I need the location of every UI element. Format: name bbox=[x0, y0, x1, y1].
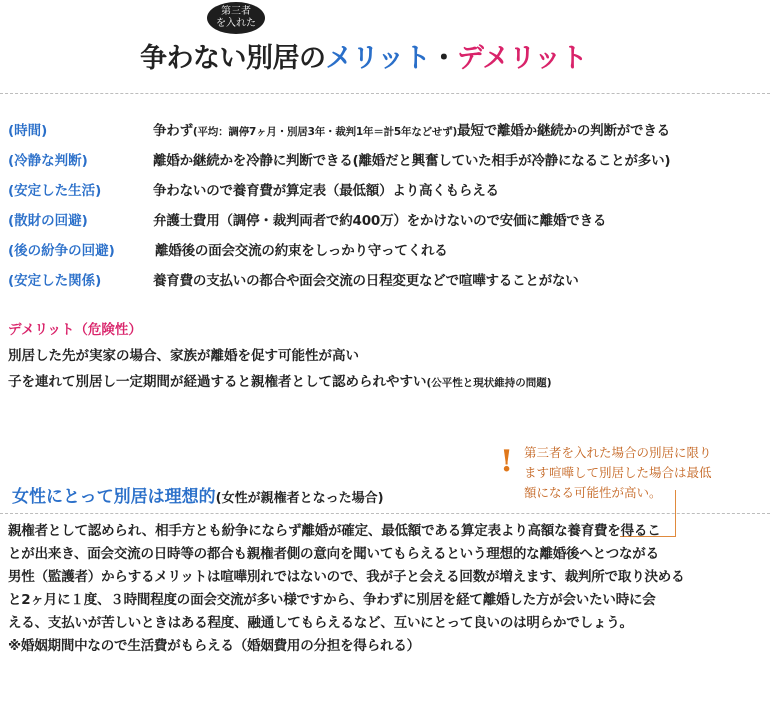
demerit-line-2: 子を連れて別居し一定期間が経過すると親権者として認められやすい(公平性と現状維持の問題) bbox=[8, 374, 552, 390]
callout-note bbox=[524, 443, 750, 503]
merit-label: (安定した関係) bbox=[8, 273, 102, 289]
exclamation-icon: ! bbox=[500, 444, 514, 479]
body-line-6: ※婚姻期間中なので生活費がもらえる（婚姻費用の分担を得られる） bbox=[8, 638, 420, 654]
merit-text: 争わず(平均：調停7ヶ月・別居3年・裁判1年＝計5年などせず)最短で離婚か継続かの判断ができる bbox=[153, 123, 670, 139]
women-section-heading bbox=[12, 482, 384, 507]
merit-note: (平均：調停7ヶ月・別居3年・裁判1年＝計5年などせず) bbox=[192, 126, 458, 138]
merit-row-stable-relationship bbox=[0, 269, 770, 295]
merit-text: 養育費の支払いの都合や面会交流の日程変更などで喧嘩することがない bbox=[153, 273, 579, 289]
callout-line-3: 額になる可能性が高い。 bbox=[524, 485, 662, 500]
badge-line1: 第三者 bbox=[221, 6, 251, 17]
callout-line-1: 第三者を入れた場合の別居に限り bbox=[524, 445, 712, 460]
body-line-5: える、支払いが苦しいときはある程度、融通してもらえるなど、互いにとって良いのは明らかでしょう。 bbox=[8, 615, 633, 631]
women-heading-note: (女性が親権者となった場合) bbox=[215, 491, 384, 506]
merit-label: (時間) bbox=[8, 123, 48, 139]
badge-line2: を入れた bbox=[216, 18, 256, 29]
title-demerit: デメリット bbox=[456, 43, 588, 74]
merit-row-time bbox=[0, 119, 770, 145]
merit-label: (後の紛争の回避) bbox=[8, 243, 115, 259]
women-heading-main: 女性にとって別居は理想的 bbox=[12, 487, 216, 507]
divider-top bbox=[0, 93, 770, 94]
demerit-note: (公平性と現状維持の問題) bbox=[426, 377, 552, 389]
title-merit: メリット bbox=[325, 43, 431, 74]
merit-label: (散財の回避) bbox=[8, 213, 88, 229]
merit-label: (安定した生活) bbox=[8, 183, 102, 199]
merit-row-calm-judgment bbox=[0, 149, 770, 175]
merit-row-stable-life bbox=[0, 179, 770, 205]
merit-label: (冷静な判断) bbox=[8, 153, 88, 169]
body-line-3: 男性（監護者）からするメリットは喧嘩別れではないので、我が子と会える回数が増えます、裁判所で取り決める bbox=[8, 569, 685, 585]
title-main: 争わない別居の bbox=[140, 43, 326, 74]
merit-text: 離婚か継続かを冷静に判断できる(離婚だと興奮していた相手が冷静になることが多い) bbox=[153, 153, 671, 169]
merit-text: 離婚後の面会交流の約束をしっかり守ってくれる bbox=[155, 243, 448, 259]
women-section-body bbox=[8, 520, 766, 658]
merit-row-dispute-avoidance bbox=[0, 239, 770, 265]
demerit-heading: デメリット（危険性） bbox=[8, 322, 142, 338]
merit-text: 争わないので養育費が算定表（最低額）より高くもらえる bbox=[153, 183, 499, 199]
body-line-4: と2ヶ月に１度、３時間程度の面会交流が多い様ですから、争わずに別居を経て離婚した方が会いたい時に会 bbox=[8, 592, 656, 608]
title-separator: ・ bbox=[430, 43, 457, 74]
page-title bbox=[140, 36, 587, 75]
merit-row-cost-avoidance bbox=[0, 209, 770, 235]
demerit-line-1: 別居した先が実家の場合、家族が離婚を促す可能性が高い bbox=[8, 348, 359, 364]
body-line-2: とが出来き、面会交流の日時等の都合も親権者側の意向を聞いてもらえるという理想的な離婚後へとつながる bbox=[8, 546, 659, 562]
merit-text: 弁護士費用（調停・裁判両者で約400万）をかけないので安価に離婚できる bbox=[153, 213, 607, 229]
divider-bottom bbox=[0, 513, 770, 514]
body-line-1: 親権者として認められ、相手方とも紛争にならず離婚が確定、最低額である算定表より高額な養育費を得るこ bbox=[8, 523, 661, 539]
third-party-badge bbox=[207, 2, 265, 34]
callout-line-2: ます喧嘩して別居した場合は最低 bbox=[524, 465, 712, 480]
